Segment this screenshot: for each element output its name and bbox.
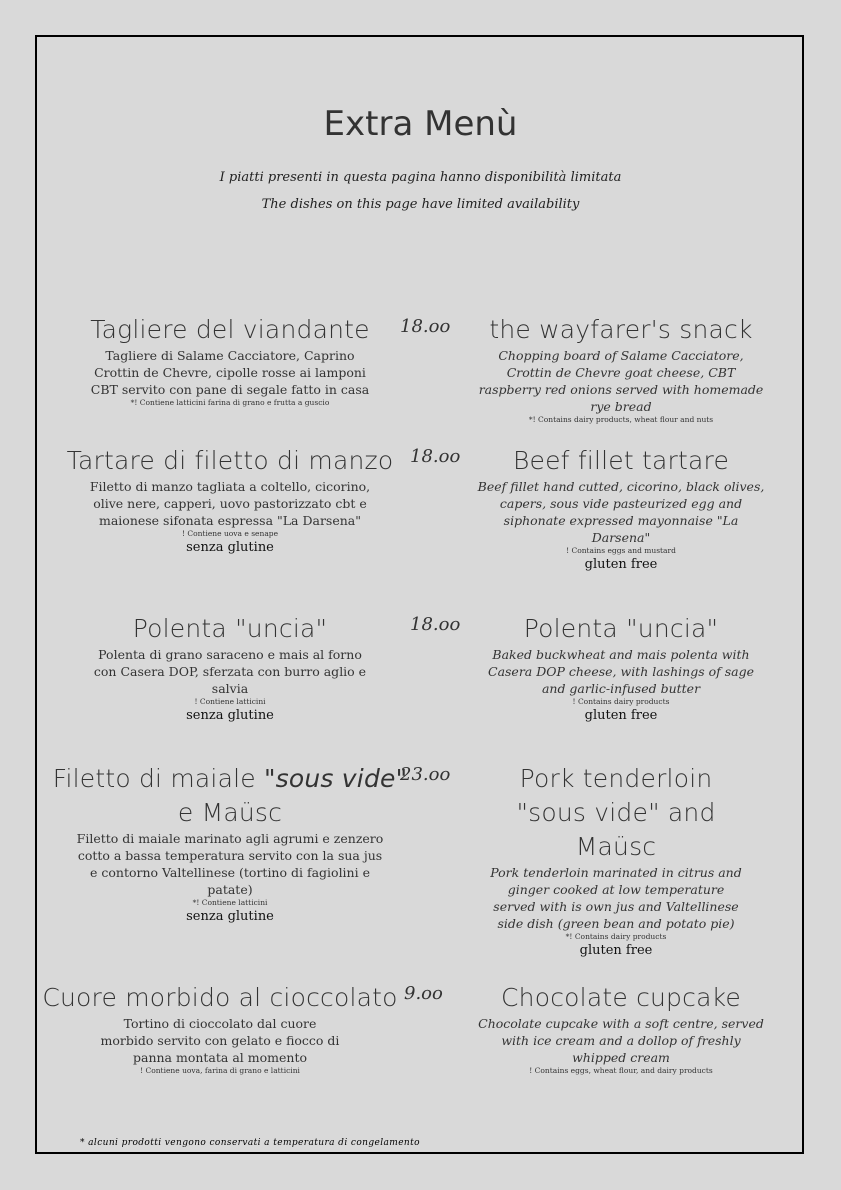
dish-name: the wayfarer's snack bbox=[489, 315, 753, 344]
dish-description: Pork tenderloin marinated in citrus and ginger cooked at low temperature served with is own jus and Valtellinese side dish (green bean and potato pie) bbox=[490, 865, 742, 931]
dish-description: Tagliere di Salame Cacciatore, Caprino Crottin de Chevre, cipolle rosse ai lamponi CBT servito con pane di segale fatto in casa bbox=[90, 347, 370, 397]
dish-description: Filetto di manzo tagliata a coltello, cicorino, olive nere, capperi, uovo pastorizzato cbt e maionese sifonata espressa "La Darsena" bbox=[89, 478, 371, 528]
allergen-note: ! Contains eggs and mustard bbox=[566, 545, 676, 555]
dish-name: Beef fillet tartare bbox=[512, 446, 730, 475]
subtitle-it: I piatti presenti in questa pagina hanno disponibilità limitata bbox=[219, 170, 622, 185]
dish-name-part: Filetto di maiale bbox=[52, 764, 264, 793]
allergen-note: ! Contiene uova, farina di grano e latticini bbox=[140, 1065, 300, 1075]
dish-name: Tagliere del viandante bbox=[90, 315, 370, 344]
dish-name: Cuore morbido al cioccolato bbox=[42, 983, 398, 1012]
dish-2-en bbox=[476, 444, 766, 574]
dish-name bbox=[45, 762, 415, 796]
dish-name-line-2: e Maüsc bbox=[177, 797, 283, 827]
dish-description: Baked buckwheat and mais polenta with Casera DOP cheese, with lashings of sage and garlic-infused butter bbox=[488, 646, 754, 696]
dish-description: Chopping board of Salame Cacciatore, Crottin de Chevre goat cheese, CBT raspberry red onions served with homemade rye bread bbox=[478, 347, 764, 414]
gluten-free-label: gluten free bbox=[579, 943, 653, 958]
dish-3-price: 18.oo bbox=[410, 614, 461, 635]
dish-5-price: 9.oo bbox=[404, 983, 443, 1004]
dish-name: Tartare di filetto di manzo bbox=[66, 446, 394, 475]
dish-3-it bbox=[45, 612, 415, 725]
gluten-free-label: senza glutine bbox=[186, 908, 274, 924]
dish-name: Pork tenderloin "sous vide" and Maüsc bbox=[516, 764, 716, 861]
gluten-free-label: gluten free bbox=[584, 707, 658, 723]
dish-name: Polenta "uncia" bbox=[132, 614, 328, 643]
dish-5-en bbox=[476, 981, 766, 1076]
dish-description: Polenta di grano saraceno e mais al forno con Casera DOP, sferzata con burro aglio e salvia bbox=[93, 646, 367, 696]
gluten-free-label: gluten free bbox=[584, 556, 658, 572]
dish-name-emphasis: "sous vide" bbox=[263, 764, 408, 793]
dish-1-it bbox=[45, 313, 415, 408]
dish-4-price: 23.oo bbox=[400, 764, 451, 785]
gluten-free-label: senza glutine bbox=[186, 707, 274, 723]
dish-description: Tortino di cioccolato dal cuore morbido servito con gelato e fiocco di panna montata al momento bbox=[100, 1015, 340, 1065]
page-title: Extra Menù bbox=[323, 104, 518, 144]
dish-name: Chocolate cupcake bbox=[501, 983, 741, 1012]
allergen-note: *! Contiene latticini bbox=[192, 897, 268, 907]
dish-1-price: 18.oo bbox=[400, 316, 451, 337]
dish-4-it bbox=[45, 762, 415, 926]
dish-description: Chocolate cupcake with a soft centre, served with ice cream and a dollop of freshly whipped cream bbox=[478, 1015, 764, 1065]
allergen-note: *! Contiene latticini farina di grano e frutta a guscio bbox=[130, 397, 330, 407]
dish-3-en bbox=[476, 612, 766, 725]
dish-2-it bbox=[45, 444, 415, 557]
allergen-note: ! Contiene latticini bbox=[194, 696, 266, 706]
dish-name: Polenta "uncia" bbox=[523, 614, 719, 643]
gluten-free-label: senza glutine bbox=[186, 539, 274, 555]
dish-description: Beef fillet hand cutted, cicorino, black olives, capers, sous vide pasteurized egg and siphonate expressed mayonnaise "La Darsena" bbox=[477, 478, 765, 545]
dish-1-en bbox=[476, 313, 766, 425]
dish-2-price: 18.oo bbox=[410, 446, 461, 467]
footnote: * alcuni prodotti vengono conservati a temperatura di congelamento bbox=[80, 1138, 420, 1148]
dish-5-it bbox=[20, 981, 420, 1076]
allergen-note: *! Contains dairy products bbox=[565, 932, 667, 941]
subtitle-en: The dishes on this page have limited availability bbox=[261, 197, 580, 212]
dish-4-en bbox=[486, 762, 746, 960]
dish-description: Filetto di maiale marinato agli agrumi e zenzero cotto a bassa temperatura servito con la sua jus e contorno Valtellinese (tortino di fagiolini e patate) bbox=[76, 830, 384, 897]
allergen-note: *! Contains dairy products, wheat flour and nuts bbox=[528, 414, 714, 424]
allergen-note: ! Contiene uova e senape bbox=[181, 528, 279, 538]
allergen-note: ! Contains dairy products bbox=[572, 696, 670, 706]
allergen-note: ! Contains eggs, wheat flour, and dairy products bbox=[529, 1065, 713, 1075]
